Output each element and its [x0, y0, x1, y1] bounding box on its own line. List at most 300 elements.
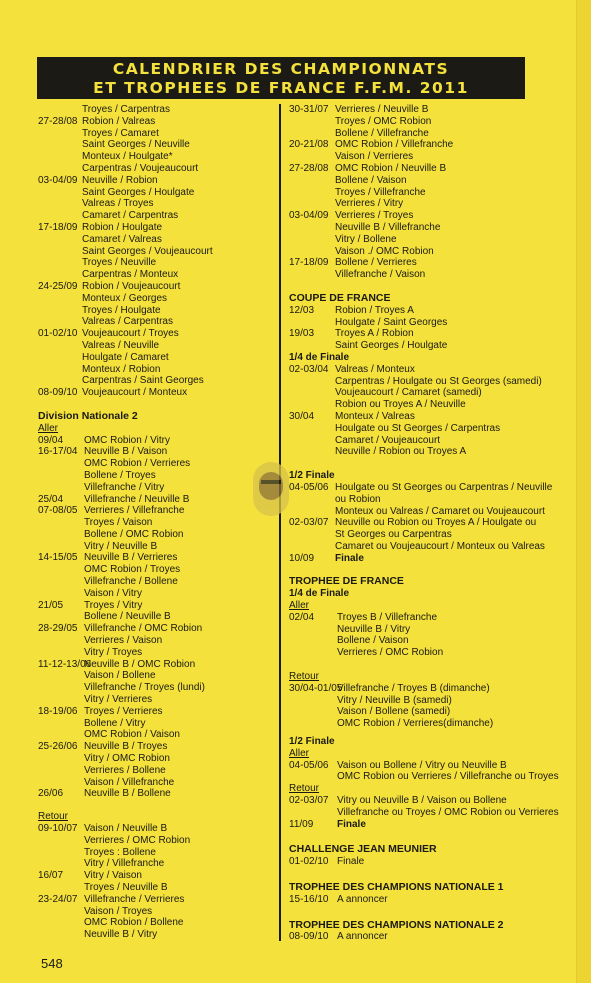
match-fixture: Valreas / Monteux	[335, 363, 415, 375]
coupe-final-row	[289, 553, 579, 565]
date-spacer	[38, 128, 82, 140]
retour-label: Retour	[38, 811, 69, 823]
match-fixture: OMC Robion / Bollene	[84, 917, 184, 929]
date-spacer	[38, 647, 84, 659]
date-spacer	[289, 175, 335, 187]
schedule-row	[289, 541, 579, 553]
date-spacer	[289, 647, 337, 659]
match-date: 03-04/09	[289, 210, 329, 222]
schedule-row	[289, 647, 579, 659]
match-fixture: Verrieres / OMC Robion	[84, 834, 191, 846]
match-fixture: Verrieres / Vaison	[84, 635, 163, 647]
schedule-row	[38, 187, 276, 199]
schedule-row	[38, 151, 276, 163]
date-spacer	[289, 399, 335, 411]
match-fixture: Troyes / Houlgate	[82, 304, 161, 316]
schedule-row	[38, 564, 276, 576]
date-spacer	[38, 929, 84, 941]
schedule-row	[38, 387, 276, 399]
match-fixture: OMC Robion / Verrieres	[84, 458, 191, 470]
portrait-icon	[259, 472, 283, 500]
date-spacer	[289, 387, 335, 399]
match-fixture: Verrieres / Bollene	[84, 764, 166, 776]
match-fixture: ou Robion	[335, 493, 381, 505]
schedule-row	[38, 753, 276, 765]
match-date: 04-05/06	[289, 481, 329, 493]
match-date: 02/04	[289, 611, 315, 623]
schedule-row	[289, 269, 579, 281]
match-fixture: Houlgate ou St Georges ou Carpentras / Neuville	[335, 481, 553, 493]
date-spacer	[38, 293, 82, 305]
champions-1-date: 15-16/10	[289, 893, 329, 905]
schedule-row	[289, 683, 579, 695]
match-fixture: Villefranche / Troyes (lundi)	[84, 682, 205, 694]
schedule-row	[289, 624, 579, 636]
match-fixture: Verrieres / Neuville B	[335, 104, 429, 115]
page-number: 548	[41, 956, 63, 971]
match-date: 12/03	[289, 304, 315, 316]
match-date: 30/04	[289, 410, 315, 422]
match-fixture: Robion / Houlgate	[82, 221, 163, 233]
trophee-final-label: Finale	[337, 818, 366, 830]
schedule-row	[38, 269, 276, 281]
schedule-row	[38, 104, 276, 116]
schedule-row	[289, 506, 579, 518]
match-date: 27-28/08	[38, 115, 78, 127]
schedule-row	[38, 706, 276, 718]
trophee-semi-label: 1/2 Finale	[289, 736, 335, 748]
date-spacer	[38, 246, 82, 258]
date-spacer	[38, 753, 84, 765]
schedule-row	[38, 647, 276, 659]
match-fixture: Neuville B / OMC Robion	[84, 658, 196, 670]
match-date: 16-17/04	[38, 446, 78, 458]
match-fixture: Neuville B / Verrieres	[84, 552, 178, 564]
date-spacer	[38, 104, 82, 116]
match-fixture: Camaret / Valreas	[82, 233, 162, 245]
schedule-coupe-semi	[289, 482, 579, 553]
schedule-row	[289, 517, 579, 529]
match-fixture: Vitry / Bollene	[335, 233, 397, 245]
date-spacer	[289, 624, 337, 636]
schedule-row	[289, 760, 579, 772]
schedule-row	[38, 340, 276, 352]
date-spacer	[289, 529, 335, 541]
match-fixture: Neuville B / Vaison	[84, 446, 168, 458]
schedule-row	[289, 494, 579, 506]
schedule-row	[38, 375, 276, 387]
schedule-row	[289, 163, 579, 175]
match-date: 21/05	[38, 599, 64, 611]
match-fixture: Troyes / Carpentras	[82, 104, 170, 115]
match-fixture: Voujeaucourt / Camaret (samedi)	[335, 387, 482, 399]
date-spacer	[38, 718, 84, 730]
schedule-row	[289, 246, 579, 258]
schedule-row	[38, 541, 276, 553]
schedule-row	[289, 387, 579, 399]
match-fixture: Houlgate / Camaret	[82, 351, 169, 363]
schedule-row	[289, 305, 579, 317]
date-spacer	[289, 706, 337, 718]
match-date: 07-08/05	[38, 505, 78, 517]
match-fixture: Vaison / Verrieres	[335, 151, 414, 163]
schedule-row	[289, 116, 579, 128]
schedule-row	[38, 305, 276, 317]
page-header	[37, 57, 525, 99]
schedule-row	[289, 529, 579, 541]
match-fixture: Robion / Troyes A	[335, 304, 414, 316]
watermark-stamp	[253, 462, 289, 516]
date-spacer	[38, 198, 82, 210]
date-spacer	[289, 187, 335, 199]
match-fixture: Saint Georges / Houlgate	[335, 340, 448, 352]
left-column	[38, 104, 276, 941]
date-spacer	[289, 198, 335, 210]
trophee-semi-retour-label: Retour	[289, 783, 320, 795]
match-fixture: OMC Robion / Neuville B	[335, 162, 447, 174]
schedule-row	[38, 163, 276, 175]
match-fixture: Bollene / Neuville B	[84, 611, 171, 623]
match-fixture: Houlgate / Saint Georges	[335, 316, 448, 328]
date-spacer	[38, 541, 84, 553]
match-fixture: Troyes A / Robion	[335, 328, 414, 340]
section-title-trophee: TROPHEE DE FRANCE	[289, 575, 404, 588]
match-fixture: OMC Robion / Villefranche	[335, 139, 454, 151]
champions-1-row	[289, 894, 579, 906]
match-date: 17-18/09	[38, 221, 78, 233]
match-fixture: Bollene / OMC Robion	[84, 528, 184, 540]
date-spacer	[289, 317, 335, 329]
challenge-text: Finale	[337, 856, 365, 868]
schedule-row	[38, 505, 276, 517]
schedule-row	[289, 411, 579, 423]
match-fixture: Valreas / Carpentras	[82, 316, 173, 328]
champions-2-text: A annoncer	[337, 931, 388, 943]
coupe-final-date: 10/09	[289, 552, 315, 564]
match-fixture: Voujeaucourt / Troyes	[82, 328, 179, 340]
match-fixture: Vitry / Neuville B	[84, 540, 158, 552]
match-fixture: Troyes / Vitry	[84, 599, 143, 611]
match-date: 01-02/10	[38, 328, 78, 340]
schedule-div2-retour-cont	[289, 104, 579, 281]
section-title-champions-1: TROPHEE DES CHAMPIONS NATIONALE 1	[289, 881, 504, 894]
match-fixture: Verrieres / OMC Robion	[337, 647, 444, 659]
match-date: 02-03/04	[289, 363, 329, 375]
section-title-challenge: CHALLENGE JEAN MEUNIER	[289, 843, 437, 856]
date-spacer	[38, 482, 84, 494]
date-spacer	[38, 163, 82, 175]
champions-1-text: A annoncer	[337, 893, 388, 905]
schedule-row	[38, 175, 276, 187]
match-fixture: Neuville B / Vitry	[337, 623, 411, 635]
schedule-row	[38, 198, 276, 210]
schedule-row	[289, 695, 579, 707]
quarter-final-label: 1/4 de Finale	[289, 351, 350, 363]
section-title-coupe: COUPE DE FRANCE	[289, 291, 391, 304]
date-spacer	[289, 246, 335, 258]
match-fixture: Carpentras / Voujeaucourt	[82, 162, 199, 174]
date-spacer	[38, 187, 82, 199]
match-date: 26/06	[38, 788, 64, 800]
schedule-row	[289, 635, 579, 647]
date-spacer	[289, 807, 337, 819]
match-fixture: Carpentras / Houlgate ou St Georges (samedi)	[335, 375, 542, 387]
schedule-row	[289, 706, 579, 718]
schedule-trophee-semi-retour	[289, 795, 579, 819]
schedule-row	[289, 612, 579, 624]
date-spacer	[38, 269, 82, 281]
match-fixture: Vitry / Troyes	[84, 646, 143, 658]
schedule-row	[289, 104, 579, 116]
match-fixture: Troyes : Bollene	[84, 846, 156, 858]
match-fixture: Camaret / Carpentras	[82, 210, 179, 222]
date-spacer	[38, 765, 84, 777]
match-date: 08-09/10	[38, 387, 78, 399]
schedule-row	[38, 364, 276, 376]
match-fixture: Robion / Valreas	[82, 115, 156, 127]
trophee-final-date: 11/09	[289, 818, 314, 830]
match-fixture: Troyes / Verrieres	[84, 705, 163, 717]
match-fixture: Villefranche / Bollene	[84, 576, 178, 588]
sunglasses-icon	[261, 480, 281, 484]
match-fixture: Bollene / Verrieres	[335, 257, 417, 269]
schedule-row	[289, 446, 579, 458]
match-fixture: Verrieres / Vitry	[335, 198, 404, 210]
schedule-row	[38, 281, 276, 293]
match-fixture: Troyes B / Villefranche	[337, 611, 438, 623]
date-spacer	[289, 234, 335, 246]
match-fixture: Villefranche / Vaison	[335, 269, 426, 281]
match-fixture: Neuville ou Robion ou Troyes A / Houlgate ou	[335, 517, 537, 529]
date-spacer	[289, 718, 337, 730]
match-fixture: Verrieres / Villefranche	[84, 505, 185, 517]
match-fixture: Vaison ./ OMC Robion	[335, 245, 434, 257]
date-spacer	[38, 588, 84, 600]
date-spacer	[38, 458, 84, 470]
schedule-row	[38, 552, 276, 564]
match-fixture: Villefranche / Vitry	[84, 481, 165, 493]
schedule-row	[289, 328, 579, 340]
schedule-row	[38, 222, 276, 234]
coupe-final-label: Finale	[335, 552, 364, 564]
match-fixture: Valreas / Neuville	[82, 339, 160, 351]
match-fixture: Troyes / Villefranche	[335, 186, 426, 198]
match-fixture: OMC Robion / Verrieres(dimanche)	[337, 718, 494, 730]
date-spacer	[38, 635, 84, 647]
match-fixture: Verrieres / Troyes	[335, 210, 414, 222]
date-spacer	[289, 423, 335, 435]
match-date: 24-25/09	[38, 280, 78, 292]
schedule-row	[38, 788, 276, 800]
schedule-row	[289, 257, 579, 269]
match-fixture: Vitry / OMC Robion	[84, 753, 170, 765]
schedule-row	[289, 399, 579, 411]
date-spacer	[38, 375, 82, 387]
match-date: 14-15/05	[38, 552, 78, 564]
match-date: 27-28/08	[289, 162, 329, 174]
schedule-row	[289, 234, 579, 246]
schedule-row	[38, 718, 276, 730]
match-fixture: OMC Robion / Vitry	[84, 434, 170, 446]
schedule-row	[38, 906, 276, 918]
match-fixture: Bollene / Troyes	[84, 469, 156, 481]
match-fixture: Voujeaucourt / Monteux	[82, 387, 188, 399]
date-spacer	[38, 611, 84, 623]
date-spacer	[289, 340, 335, 352]
date-spacer	[38, 576, 84, 588]
match-date: 20-21/08	[289, 139, 329, 151]
match-fixture: Valreas / Troyes	[82, 198, 154, 210]
schedule-row	[38, 823, 276, 835]
schedule-row	[38, 458, 276, 470]
trophee-final-row	[289, 819, 579, 831]
date-spacer	[289, 151, 335, 163]
date-spacer	[38, 729, 84, 741]
match-fixture: Neuville B / Troyes	[84, 741, 168, 753]
champions-2-row	[289, 931, 579, 943]
schedule-row	[38, 246, 276, 258]
date-spacer	[38, 151, 82, 163]
date-spacer	[38, 139, 82, 151]
match-fixture: Monteux / Houlgate*	[82, 151, 173, 163]
match-fixture: Neuville / Robion	[82, 174, 158, 186]
trophee-aller-label: Aller	[289, 600, 310, 612]
match-fixture: Bollene / Villefranche	[335, 127, 429, 139]
match-fixture: OMC Robion ou Verrieres / Villefranche ou Troyes	[337, 771, 559, 783]
date-spacer	[38, 694, 84, 706]
date-spacer	[289, 269, 335, 281]
schedule-row	[38, 682, 276, 694]
column-divider	[279, 104, 281, 941]
schedule-row	[289, 423, 579, 435]
match-date: 09/04	[38, 434, 64, 446]
match-date: 02-03/07	[289, 795, 329, 807]
match-fixture: Saint Georges / Neuville	[82, 139, 190, 151]
match-fixture: Neuville / Robion ou Troyes A	[335, 446, 467, 458]
schedule-row	[38, 470, 276, 482]
date-spacer	[289, 635, 337, 647]
match-date: 30-31/07	[289, 104, 329, 115]
date-spacer	[38, 470, 84, 482]
schedule-row	[38, 139, 276, 151]
schedule-row	[38, 870, 276, 882]
trophee-quarter-label: 1/4 de Finale	[289, 588, 350, 600]
match-date: 04-05/06	[289, 759, 329, 771]
schedule-row	[289, 482, 579, 494]
date-spacer	[38, 529, 84, 541]
schedule-row	[38, 446, 276, 458]
schedule-row	[38, 316, 276, 328]
date-spacer	[289, 695, 337, 707]
header-line-2: ET TROPHEES DE FRANCE F.F.M. 2011	[93, 79, 469, 97]
schedule-row	[38, 482, 276, 494]
match-date: 02-03/07	[289, 517, 329, 529]
match-fixture: Troyes / Vaison	[84, 517, 153, 529]
match-date: 25/04	[38, 493, 64, 505]
date-spacer	[38, 517, 84, 529]
date-spacer	[38, 835, 84, 847]
match-fixture: Neuville B / Villefranche	[335, 221, 441, 233]
date-spacer	[38, 352, 82, 364]
date-spacer	[289, 506, 335, 518]
schedule-row	[289, 317, 579, 329]
schedule-row	[289, 198, 579, 210]
schedule-row	[38, 529, 276, 541]
schedule-row	[38, 741, 276, 753]
match-fixture: Houlgate ou St Georges / Carpentras	[335, 422, 501, 434]
schedule-row	[289, 795, 579, 807]
schedule-row	[289, 364, 579, 376]
aller-label: Aller	[38, 422, 59, 434]
schedule-row	[38, 929, 276, 941]
schedule-row	[289, 718, 579, 730]
date-spacer	[38, 210, 82, 222]
schedule-row	[38, 257, 276, 269]
date-spacer	[289, 541, 335, 553]
match-fixture: Vaison / Bollene	[84, 670, 156, 682]
match-fixture: Bollene / Vaison	[337, 635, 409, 647]
date-spacer	[289, 435, 335, 447]
date-spacer	[38, 917, 84, 929]
schedule-row	[38, 917, 276, 929]
schedule-row	[289, 376, 579, 388]
match-fixture: Monteux / Valreas	[335, 410, 415, 422]
schedule-row	[38, 847, 276, 859]
schedule-row	[38, 694, 276, 706]
schedule-row	[38, 234, 276, 246]
match-fixture: Troyes / Neuville	[82, 257, 157, 269]
match-fixture: Bollene / Vaison	[335, 174, 407, 186]
match-fixture: Vaison ou Bollene / Vitry ou Neuville B	[337, 759, 507, 771]
match-fixture: Camaret / Voujeaucourt	[335, 434, 441, 446]
schedule-row	[289, 222, 579, 234]
date-spacer	[38, 906, 84, 918]
date-spacer	[38, 682, 84, 694]
schedule-row	[289, 187, 579, 199]
schedule-row	[289, 340, 579, 352]
date-spacer	[289, 376, 335, 388]
schedule-row	[38, 777, 276, 789]
schedule-row	[38, 659, 276, 671]
schedule-row	[38, 328, 276, 340]
match-fixture: Saint Georges / Voujeaucourt	[82, 245, 213, 257]
match-date: 19/03	[289, 328, 315, 340]
schedule-row	[38, 210, 276, 222]
schedule-row	[38, 435, 276, 447]
schedule-row	[289, 435, 579, 447]
schedule-row	[289, 210, 579, 222]
schedule-coupe	[289, 305, 579, 352]
match-fixture: Camaret ou Voujeaucourt / Monteux ou Valreas	[335, 540, 545, 552]
date-spacer	[38, 777, 84, 789]
match-fixture: Monteux ou Valreas / Camaret ou Voujeaucourt	[335, 505, 545, 517]
champions-2-date: 08-09/10	[289, 931, 329, 943]
match-fixture: Monteux / Georges	[82, 292, 168, 304]
schedule-div2-aller	[38, 435, 276, 801]
match-fixture: Villefranche ou Troyes / OMC Robion ou Verrieres	[337, 806, 559, 818]
schedule-row	[38, 116, 276, 128]
section-title-division-2: Division Nationale 2	[38, 409, 138, 422]
date-spacer	[38, 564, 84, 576]
match-fixture: Vitry / Vaison	[84, 870, 142, 882]
header-line-1: CALENDRIER DES CHAMPIONNATS	[112, 60, 450, 78]
schedule-row	[38, 623, 276, 635]
match-fixture: OMC Robion / Troyes	[84, 564, 181, 576]
match-fixture: Neuville B / Bollene	[84, 788, 171, 800]
match-fixture: Robion ou Troyes A / Neuville	[335, 399, 466, 411]
challenge-row	[289, 856, 579, 868]
match-date: 23-24/07	[38, 893, 78, 905]
